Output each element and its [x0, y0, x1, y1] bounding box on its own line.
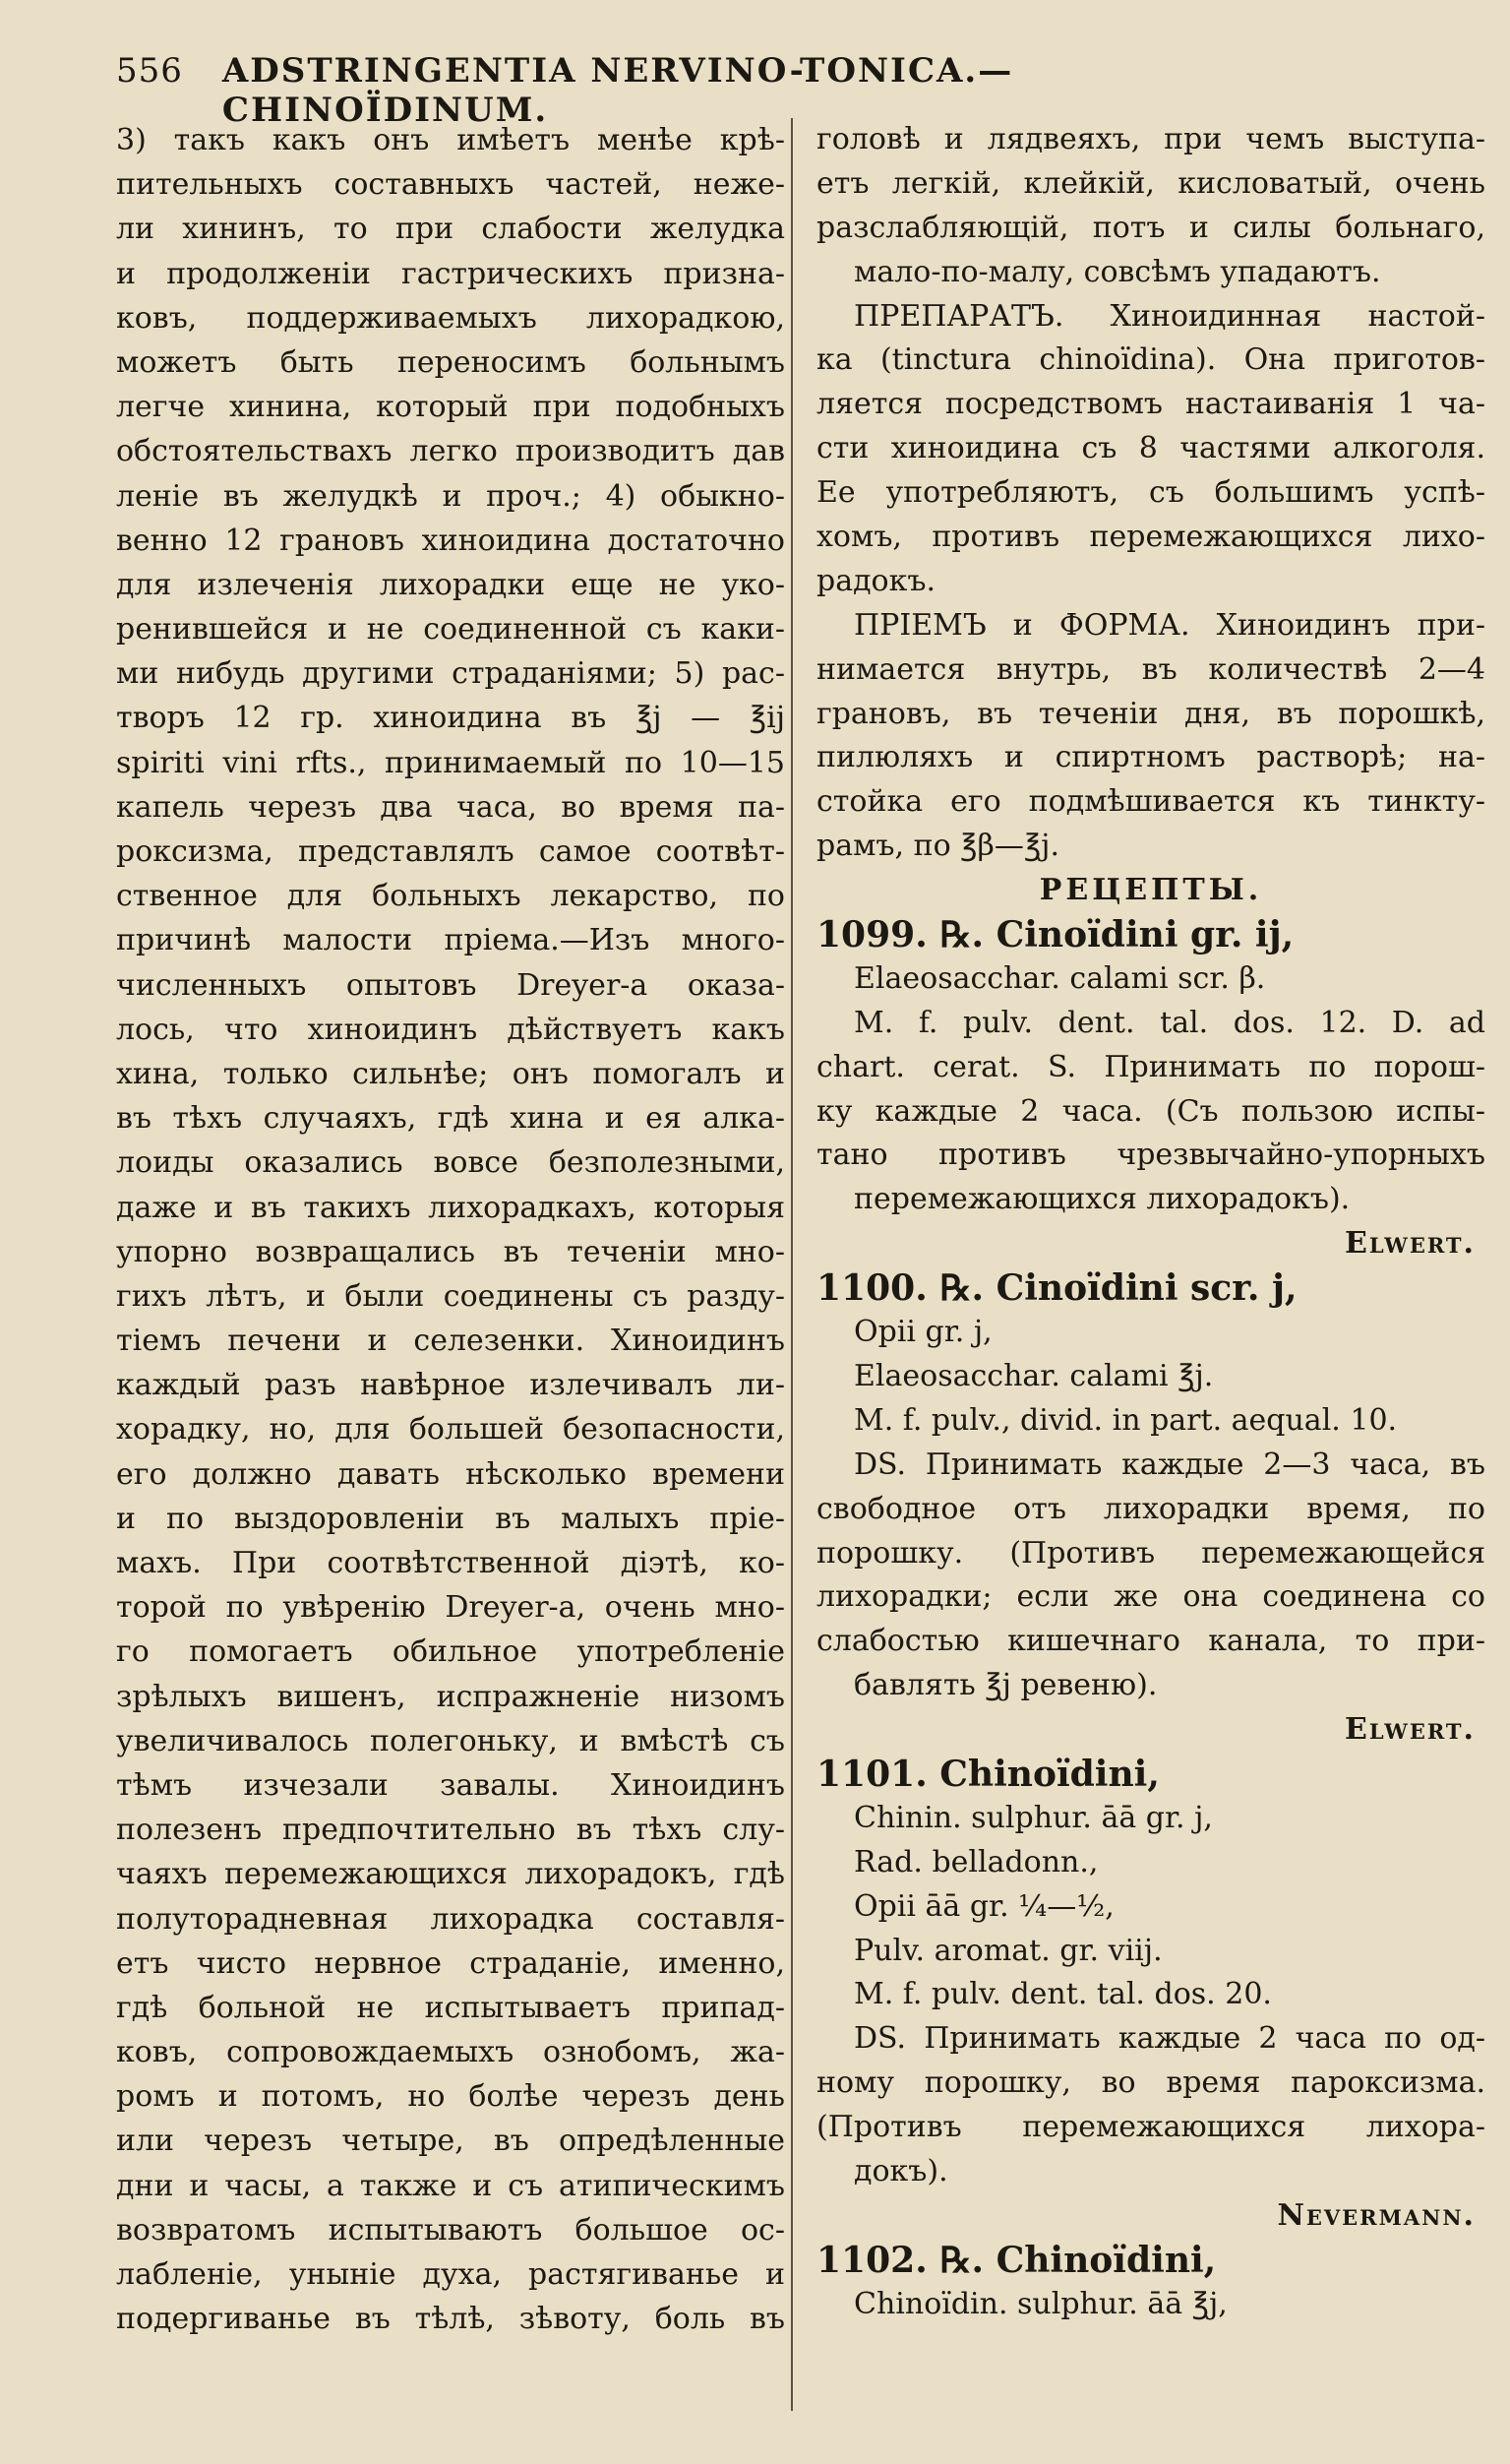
text-line: упорно возвращались въ теченіи мно-	[116, 1234, 785, 1269]
text-line: полуторадневная лихорадка составля-	[116, 1901, 785, 1937]
text-line: ковъ, сопровождаемыхъ ознобомъ, жа-	[116, 2035, 785, 2070]
text-line: Elwert.	[1345, 1712, 1476, 1748]
text-line: головѣ и лядвеяхъ, при чемъ выступа-	[816, 122, 1485, 156]
column-divider	[791, 118, 793, 2411]
text-line: перемежающихся лихорадокъ).	[854, 1182, 1351, 1217]
text-line: и по выздоровленіи въ малыхъ пріе-	[116, 1501, 785, 1536]
text-line: етъ легкій, клейкій, кисловатый, очень	[816, 165, 1485, 201]
text-line: зрѣлыхъ вишенъ, испражненіе низомъ	[116, 1679, 785, 1714]
text-line: ляется посредствомъ настаиванія 1 ча-	[816, 387, 1485, 422]
text-line: DS. Принимать каждые 2—3 часа, въ	[854, 1447, 1485, 1482]
page-header	[116, 51, 1326, 130]
text-line: тіемъ печени и селезенки. Хиноидинъ	[116, 1324, 785, 1359]
text-line: легче хинина, который при подобныхъ	[116, 390, 785, 425]
text-line: ПРЕПАРАТЪ. Хиноидинная настой-	[854, 298, 1485, 334]
text-line: DS. Принимать каждые 2 часа по од-	[854, 2021, 1485, 2057]
text-line: роксизма, представлялъ самое соотвѣт-	[116, 834, 785, 869]
left-column	[116, 118, 785, 2341]
text-line: численныхъ опытовъ Dreyer-а оказа-	[116, 967, 785, 1003]
text-line: ковъ, поддерживаемыхъ лихорадкою,	[116, 300, 785, 336]
text-line: можетъ быть переносимъ больнымъ	[116, 344, 785, 380]
text-line: полезенъ предпочтительно въ тѣхъ слу-	[116, 1813, 785, 1848]
text-line: его должно давать нѣсколько времени	[116, 1456, 785, 1492]
text-line: хина, только сильнѣе; онъ помогалъ и	[116, 1056, 785, 1091]
text-line: ПРІЕМЪ и ФОРМА. Хиноидинъ при-	[854, 607, 1485, 643]
text-line: тано противъ чрезвычайно-упорныхъ	[816, 1138, 1485, 1173]
text-line: хорадку, но, для большей безопасности,	[116, 1412, 785, 1448]
text-line: M. f. pulv. dent. tal. dos. 20.	[854, 1977, 1272, 2012]
text-line: ному порошку, во время пароксизма.	[816, 2065, 1485, 2101]
text-line: лихорадки; если же она соединена со	[816, 1579, 1485, 1615]
text-line: рамъ, по ℥β—℥j.	[816, 829, 1060, 864]
text-line: докъ).	[854, 2153, 948, 2188]
text-line: слабостью кишечнаго канала, то при-	[816, 1624, 1485, 1659]
text-line: Nevermann.	[1277, 2197, 1476, 2233]
text-line: мало-по-малу, совсѣмъ упадаютъ.	[854, 254, 1381, 289]
text-line: M. f. pulv., divid. in part. aequal. 10.	[854, 1402, 1398, 1438]
text-line: грановъ, въ теченіи дня, въ порошкѣ,	[816, 696, 1485, 731]
text-line: стойка его подмѣшивается къ тинкту-	[816, 784, 1485, 820]
text-line: 1102. ℞. Chinoïdini,	[816, 2239, 1217, 2281]
text-line: лоиды оказались вовсе безполезными,	[116, 1145, 785, 1181]
text-line: Rad. belladonn.,	[854, 1844, 1099, 1879]
text-line: чаяхъ перемежающихся лихорадокъ, гдѣ	[116, 1857, 785, 1892]
text-line: РЕЦЕПТЫ.	[1039, 873, 1263, 908]
text-line: 1101. Chinoïdini,	[816, 1753, 1160, 1795]
text-line: ли хининъ, то при слабости желудка	[116, 212, 785, 247]
text-line: Ее употребляютъ, съ большимъ успѣ-	[816, 475, 1485, 511]
text-line: Elaeosacchar. calami ℥j.	[854, 1358, 1214, 1393]
text-line: Elwert.	[1345, 1226, 1476, 1262]
text-line: Opii gr. j,	[854, 1315, 993, 1350]
right-column	[816, 118, 1485, 2327]
text-line: тѣмъ изчезали завалы. Хиноидинъ	[116, 1767, 785, 1803]
text-line: хомъ, противъ перемежающихся лихо-	[816, 520, 1485, 555]
text-line: капель черезъ два часа, во время па-	[116, 789, 785, 825]
text-line: Opii āā gr. ¼—½,	[854, 1888, 1115, 1924]
text-line: гихъ лѣтъ, и были соединены съ разду-	[116, 1278, 785, 1314]
text-line: для излеченія лихорадки еще не уко-	[116, 567, 785, 602]
text-line: порошку. (Противъ перемежающейся	[816, 1535, 1485, 1571]
text-line: или черезъ четыре, въ опредѣленные	[116, 2124, 785, 2159]
text-line: леніе въ желудкѣ и проч.; 4) обыкно-	[116, 478, 785, 514]
text-line: лабленіе, уныніе духа, растягиванье и	[116, 2257, 785, 2292]
running-title: ADSTRINGENTIA NERVINO-TONICA.—CHINOÏDINUM.	[221, 51, 1014, 130]
text-line: Chinin. sulphur. āā gr. j,	[854, 1800, 1213, 1835]
text-line: chart. cerat. S. Принимать по порош-	[816, 1049, 1485, 1084]
text-line: венно 12 грановъ хиноидина достаточно	[116, 523, 785, 558]
text-line: сти хиноидина съ 8 частями алкоголя.	[816, 431, 1485, 466]
text-line: (Противъ перемежающихся лихора-	[816, 2110, 1485, 2145]
text-line: ку каждые 2 часа. (Съ пользою испы-	[816, 1093, 1485, 1129]
text-line: го помогаетъ обильное употребленіе	[116, 1634, 785, 1670]
text-line: лось, что хиноидинъ дѣйствуетъ какъ	[116, 1012, 785, 1047]
text-line: Pulv. aromat. gr. viij.	[854, 1933, 1163, 1968]
text-line: 1100. ℞. Cinoïdini scr. j,	[816, 1267, 1298, 1310]
text-line: spiriti vini rfts., принимаемый по 10—15	[116, 745, 785, 780]
text-line: гдѣ больной не испытываетъ припад-	[116, 1990, 785, 2025]
text-line: возвратомъ испытываютъ большое ос-	[116, 2212, 785, 2248]
text-line: причинѣ малости пріема.—Изъ много-	[116, 923, 785, 958]
text-line: M. f. pulv. dent. tal. dos. 12. D. ad	[854, 1005, 1485, 1040]
text-line: въ тѣхъ случаяхъ, гдѣ хина и ея алка-	[116, 1101, 785, 1137]
text-line: каждый разъ навѣрное излечивалъ ли-	[116, 1368, 785, 1403]
text-line: свободное отъ лихорадки время, по	[816, 1491, 1485, 1526]
text-line: 3) такъ какъ онъ имѣетъ менѣе крѣ-	[116, 123, 785, 157]
text-line: Chinoïdin. sulphur. āā ℥j,	[854, 2286, 1228, 2321]
text-line: ромъ и потомъ, но болѣе черезъ день	[116, 2079, 785, 2115]
text-line: разслабляющій, потъ и силы больнаго,	[816, 210, 1485, 245]
text-line: ми нибудь другими страданіями; 5) рас-	[116, 656, 785, 692]
text-line: ренившейся и не соединенной съ каки-	[116, 612, 785, 647]
text-line: 1099. ℞. Cinoïdini gr. ij,	[816, 914, 1295, 956]
text-line: радокъ.	[816, 563, 936, 598]
text-line: етъ чисто нервное страданіе, именно,	[116, 1945, 785, 1981]
page-number: 556	[116, 51, 183, 91]
text-line: бавлять ℥j ревеню).	[854, 1668, 1158, 1703]
text-line: торой по увѣренію Dreyer-а, очень мно-	[116, 1590, 785, 1626]
text-line: подергиванье въ тѣлѣ, зѣвоту, боль въ	[116, 2302, 785, 2337]
text-line: обстоятельствахъ легко производитъ дав	[116, 434, 785, 469]
text-line: и продолженіи гастрическихъ призна-	[116, 256, 785, 291]
text-line: ка (tinctura chinoïdina). Она приготов-	[816, 342, 1485, 378]
text-line: Elaeosacchar. calami scr. β.	[854, 960, 1266, 996]
text-line: пительныхъ составныхъ частей, неже-	[116, 167, 785, 203]
text-line: даже и въ такихъ лихорадкахъ, которыя	[116, 1190, 785, 1225]
text-line: дни и часы, а также и съ атипическимъ	[116, 2168, 785, 2203]
text-line: махъ. При соотвѣтственной діэтѣ, ко-	[116, 1546, 785, 1580]
text-line: пилюляхъ и спиртномъ растворѣ; на-	[816, 740, 1485, 775]
text-line: увеличивалось полегоньку, и вмѣстѣ съ	[116, 1723, 785, 1758]
text-line: нимается внутрь, въ количествѣ 2—4	[816, 651, 1485, 687]
text-line: ственное для больныхъ лекарство, по	[116, 879, 785, 914]
text-line: творъ 12 гр. хиноидина въ ℥j — ℥ij	[116, 701, 785, 736]
